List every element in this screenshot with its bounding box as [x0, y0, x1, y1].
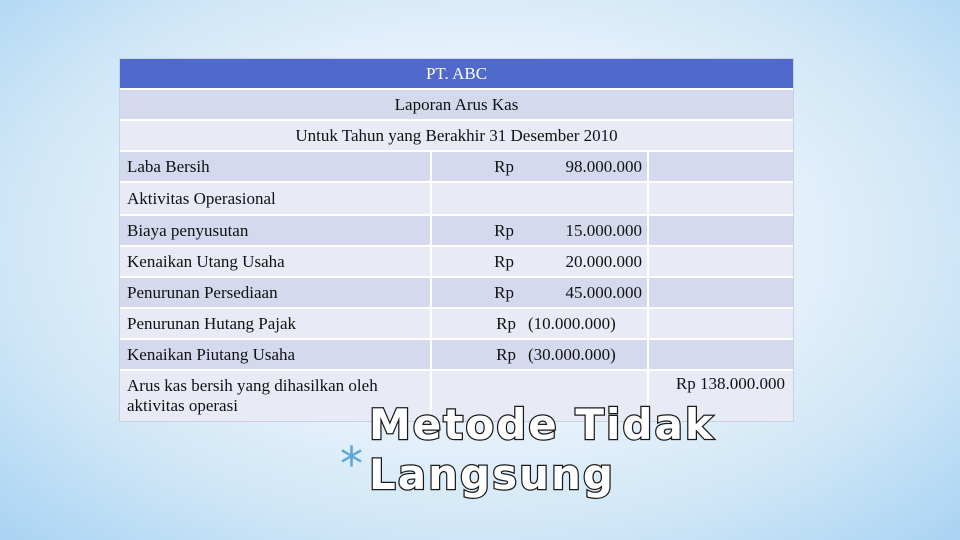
total-amount: Rp 138.000.000: [675, 374, 785, 393]
row-amount-cell: [432, 216, 649, 245]
total-cell: [649, 278, 793, 307]
table-row: [120, 216, 793, 247]
cash-flow-table: [119, 58, 794, 422]
company-title-row: [120, 59, 793, 90]
row-label: Penurunan Hutang Pajak: [120, 309, 432, 338]
currency-label: Rp: [494, 282, 514, 302]
period-row: [120, 121, 793, 152]
asterisk-bullet-icon: *: [340, 437, 363, 491]
section-label: Aktivitas Operasional: [120, 183, 432, 214]
row-label: Biaya penyusutan: [120, 216, 432, 245]
table-row: [120, 247, 793, 278]
row-amount: 20.000.000: [565, 251, 642, 271]
row-amount: (30.000.000): [528, 344, 616, 364]
report-title: Laporan Arus Kas: [394, 94, 519, 114]
row-amount-cell: [432, 247, 649, 276]
total-cell: [649, 340, 793, 369]
currency-label: Rp: [496, 344, 516, 364]
row-label: Kenaikan Utang Usaha: [120, 247, 432, 276]
table-row: [120, 340, 793, 371]
currency-label: Rp: [494, 220, 514, 240]
total-cell: [649, 309, 793, 338]
row-label: Laba Bersih: [120, 152, 432, 181]
company-name: PT. ABC: [425, 63, 488, 83]
report-title-row: [120, 90, 793, 121]
total-cell: [649, 247, 793, 276]
table-row: [120, 152, 793, 183]
total-cell: [649, 216, 793, 245]
total-cell: [649, 183, 793, 214]
slide-title: Metode Tidak Langsung: [369, 400, 715, 499]
total-cell: [649, 152, 793, 181]
table-row: [120, 309, 793, 340]
row-amount: 98.000.000: [565, 156, 642, 176]
row-amount: (10.000.000): [528, 313, 616, 333]
row-amount-cell: [432, 152, 649, 181]
row-amount: 45.000.000: [565, 282, 642, 302]
slide-heading: [340, 400, 900, 500]
row-label: Penurunan Persediaan: [120, 278, 432, 307]
row-amount-cell: [432, 340, 649, 369]
row-amount-cell: [432, 309, 649, 338]
row-amount-cell: [432, 278, 649, 307]
row-amount: 15.000.000: [565, 220, 642, 240]
table-row: [120, 278, 793, 309]
row-amount-cell: [432, 183, 649, 214]
currency-label: Rp: [494, 251, 514, 271]
currency-label: Rp: [494, 156, 514, 176]
currency-label: Rp: [496, 313, 516, 333]
total-label: Arus kas bersih yang dihasilkan oleh aktivitas operasi: [120, 371, 432, 421]
row-label: Kenaikan Piutang Usaha: [120, 340, 432, 369]
report-period: Untuk Tahun yang Berakhir 31 Desember 2010: [295, 125, 618, 145]
table-row: [120, 183, 793, 216]
